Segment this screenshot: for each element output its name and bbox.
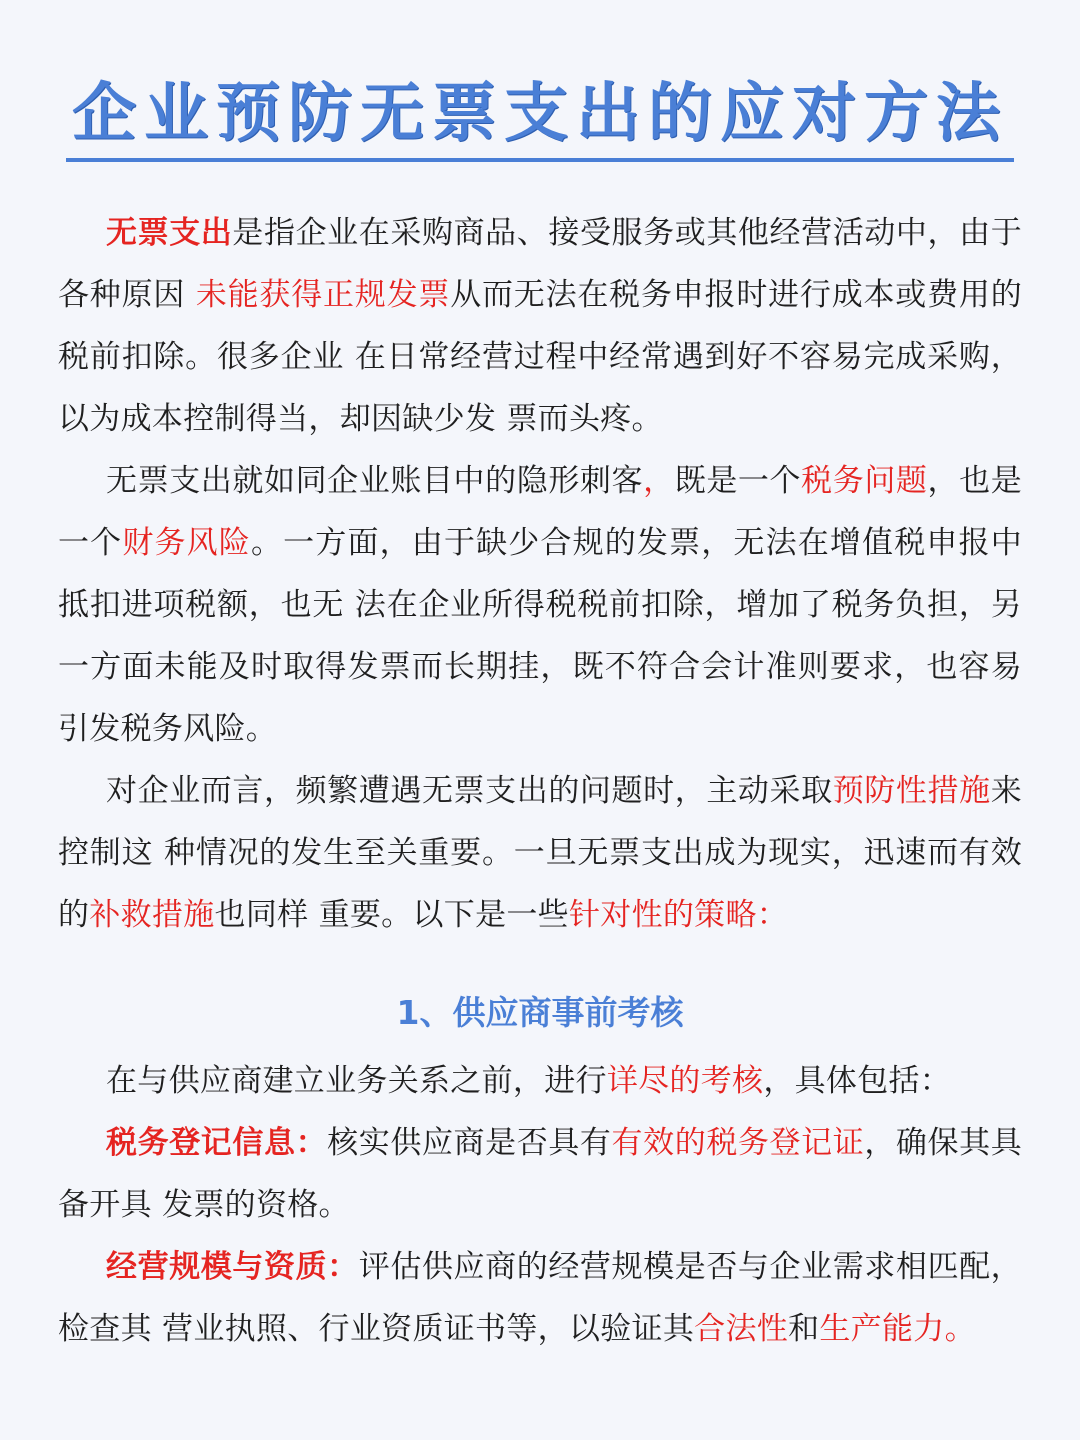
text-span: 来控制这 种情况的发生至关重要。一旦无票支出成为现实，迅速而有效的 [58, 772, 1022, 933]
highlight-tax-issue: 税务问题 [801, 462, 928, 499]
text-span: ，确保其具备开具 发票的资格。 [58, 1124, 1022, 1223]
highlight-legality: 合法性 [694, 1310, 789, 1347]
text-span: 是指企业在采购商品、接受服务或其他经营活动中，由于各种原因 [58, 214, 1022, 313]
page-title: 企业预防无票支出的应对方法 [66, 78, 1014, 162]
text-span: 评估供应商的经营规模是否与企业需求相匹配，检查其 营业执照、行业资质证书等，以验证其 [58, 1248, 1022, 1347]
term-no-invoice-expense: 无票支出 [106, 214, 233, 251]
highlight-preventive-measures: 预防性措施 [832, 772, 991, 809]
text-span: 对企业而言，频繁遭遇无票支出的问题时，主动采取 [106, 772, 833, 809]
text-span: 在与供应商建立业务关系之前，进行 [106, 1062, 607, 1099]
text-span: ，具体包括： [763, 1062, 952, 1099]
label-business-scale: 经营规模与资质： [106, 1248, 359, 1285]
highlight-remedial-measures: 补救措施 [89, 896, 215, 933]
highlight-production-capacity: 生产能力。 [819, 1310, 976, 1347]
text-span: 核实供应商是否具有 [327, 1124, 612, 1161]
highlight-no-formal-invoice: 未能获得正规发票 [195, 276, 451, 313]
paragraph-tax-registration [58, 1112, 1022, 1236]
highlight-comma: ， [643, 462, 675, 499]
paragraph-risk [58, 450, 1022, 760]
text-span: 从而无法在税务申报时进行成本或费用的税前扣除。很多企业 在日常经营过程中经常遇到好不容易完成采购，以为成本控制得当，却因缺少发 票而头疼。 [58, 276, 1022, 437]
text-span: 既是一个 [674, 462, 802, 499]
highlight-valid-tax-certificate: 有效的税务登记证 [611, 1124, 865, 1161]
text-span: ，也是一个 [58, 462, 1023, 561]
highlight-financial-risk: 财务风险 [122, 524, 251, 561]
highlight-detailed-review: 详尽的考核 [606, 1062, 764, 1099]
section-heading-supplier-review: 1、供应商事前考核 [396, 992, 684, 1032]
paragraph-strategy [58, 760, 1022, 946]
paragraph-section-intro [58, 1050, 1022, 1112]
text-span: 。一方面，由于缺少合规的发票，无法在增值税申报中抵扣进项税额，也无 法在企业所得税税前扣除，增加了税务负担，另一方面未能及时取得发票而长期挂，既不符合会计准则要求，也容易引发税务风险。 [58, 524, 1022, 747]
title-area [58, 0, 1022, 162]
paragraph-business-scale [58, 1236, 1022, 1360]
text-span: 也同样 重要。以下是一些 [214, 896, 569, 933]
highlight-targeted-strategies: 针对性的策略： [568, 896, 789, 933]
label-tax-registration: 税务登记信息： [106, 1124, 328, 1161]
paragraph-definition [58, 202, 1022, 450]
article-body [58, 202, 1022, 1360]
text-span: 无票支出就如同企业账目中的隐形刺客 [106, 462, 644, 499]
text-span: 和 [788, 1310, 820, 1347]
